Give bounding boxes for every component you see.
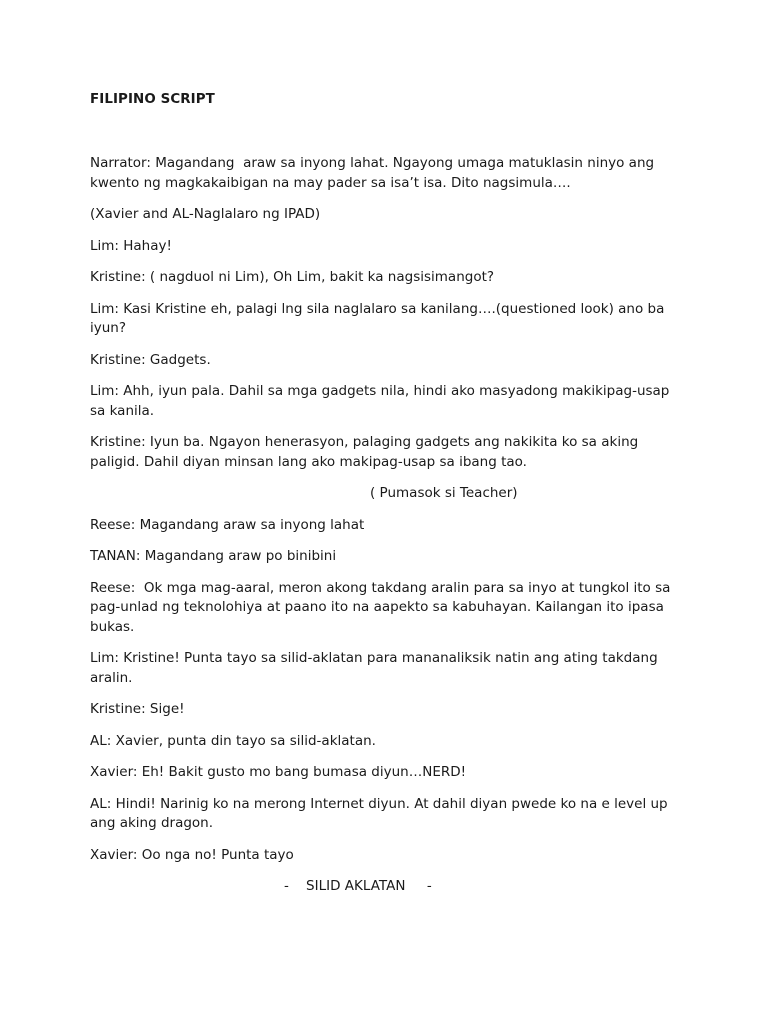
script-line: Kristine: ( nagduol ni Lim), Oh Lim, bakit ka nagsisimangot? xyxy=(90,269,495,285)
script-line: Kristine: Sige! xyxy=(90,701,185,717)
scene-heading: - SILID AKLATAN - xyxy=(284,878,432,894)
script-line: Kristine: Iyun ba. Ngayon henerasyon, palaging gadgets ang nakikita ko sa aking paligid. Dahil diyan minsan lang ako makipag-usap sa ibang tao. xyxy=(90,434,643,470)
script-line: Reese: Magandang araw sa inyong lahat xyxy=(90,516,365,533)
script-line: Lim: Kasi Kristine eh, palagi lng sila naglalaro sa kanilang….(questioned look) ano ba iyun? xyxy=(90,300,669,336)
script-line: AL: Xavier, punta din tayo sa silid-aklatan. xyxy=(90,732,376,749)
script-line: TANAN: Magandang araw po binibini xyxy=(90,548,337,564)
script-line: Lim: Kristine! Punta tayo sa silid-aklatan para mananaliksik natin ang ating takdang aralin. xyxy=(90,650,662,686)
script-line: Kristine: Gadgets. xyxy=(90,351,211,368)
script-line: Xavier: Eh! Bakit gusto mo bang bumasa diyun…NERD! xyxy=(90,764,467,780)
stage-direction-centered: ( Pumasok si Teacher) xyxy=(370,485,518,501)
document-title: FILIPINO SCRIPT xyxy=(90,92,215,107)
script-body xyxy=(90,154,680,909)
script-line-narrator: Narrator: Magandang araw sa inyong lahat. Ngayong umaga matuklasin ninyo ang kwento ng magkakaibigan na may pader sa isa’t isa. Dito nagsimula…. xyxy=(90,155,659,191)
stage-direction: (Xavier and AL-Naglalaro ng IPAD) xyxy=(90,206,321,222)
script-line: Reese: Ok mga mag-aaral, meron akong takdang aralin para sa inyo at tungkol ito sa pag-unlad ng teknolohiya at paano ito na aapekto sa kabuhayan. Kailangan ito ipasa bukas. xyxy=(90,579,675,635)
script-line: Lim: Hahay! xyxy=(90,237,172,254)
script-line: Lim: Ahh, iyun pala. Dahil sa mga gadgets nila, hindi ako masyadong makikipag-usap sa kanila. xyxy=(90,383,674,419)
script-line: AL: Hindi! Narinig ko na merong Internet diyun. At dahil diyan pwede ko na e level up ang aking dragon. xyxy=(90,795,672,831)
script-line: Xavier: Oo nga no! Punta tayo xyxy=(90,846,294,863)
